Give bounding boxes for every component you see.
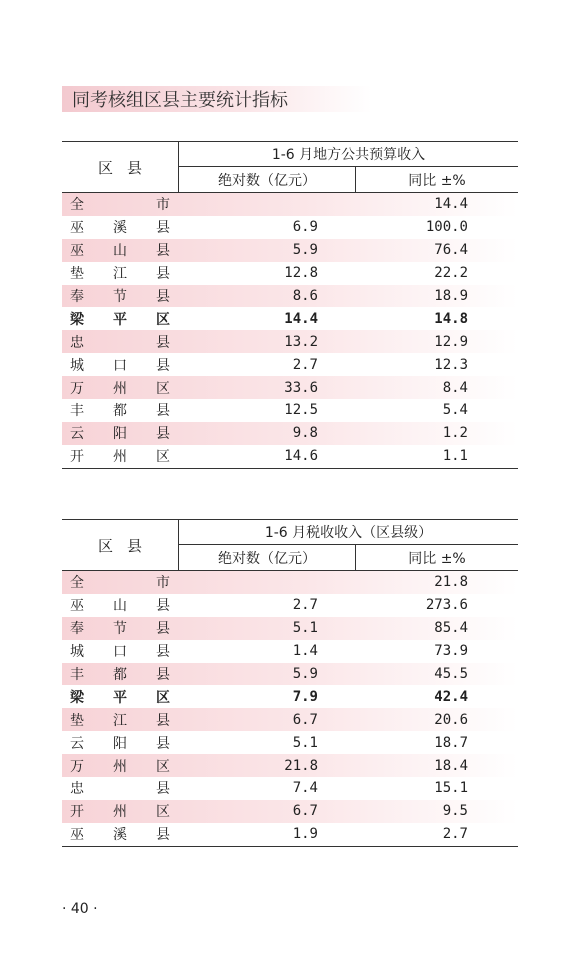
region-name [70, 710, 170, 730]
region-char: 县 [156, 781, 170, 798]
region-char: 城 [70, 357, 84, 374]
region-char: 节 [113, 289, 127, 305]
yoy-header: 同比 ±% [408, 172, 466, 189]
absolute-value: 5.1 [292, 620, 318, 637]
region-char: 县 [156, 598, 170, 615]
region-char: 县 [156, 426, 170, 443]
region-name [70, 309, 170, 329]
region-char: 区 [156, 804, 170, 821]
region-char: 县 [156, 266, 170, 283]
region-char: 开 [70, 449, 84, 466]
region-char: 丰 [70, 667, 84, 683]
absolute-value: 21.8 [284, 757, 318, 774]
absolute-value: 9.8 [292, 425, 318, 442]
table-header [62, 141, 518, 193]
region-char: 区 [156, 380, 170, 397]
region-char: 市 [156, 197, 170, 214]
region-char: 万 [70, 380, 84, 397]
region-name [70, 778, 170, 798]
table-row [62, 594, 518, 617]
table-row [62, 708, 518, 731]
yoy-value: 18.9 [434, 288, 468, 304]
absolute-value: 33.6 [284, 379, 318, 396]
page-title: 同考核组区县主要统计指标 [72, 90, 288, 111]
region-char: 州 [113, 449, 127, 466]
table-row [62, 376, 518, 399]
absolute-value: 5.1 [292, 734, 318, 751]
absolute-value: 12.5 [284, 402, 318, 419]
absolute-value: 1.9 [292, 826, 318, 843]
region-char: 云 [70, 735, 84, 752]
region-char: 口 [113, 644, 127, 661]
table-row [62, 216, 518, 239]
region-char: 县 [156, 621, 170, 638]
absolute-value: 1.4 [292, 643, 318, 660]
region-name [70, 801, 170, 821]
region-char: 忠 [70, 781, 84, 798]
yoy-value: 85.4 [434, 620, 468, 637]
yoy-value: 5.4 [442, 402, 468, 419]
yoy-value: 22.2 [434, 265, 468, 282]
region-char [113, 194, 127, 214]
table-row [62, 422, 518, 445]
page-title-bar [62, 86, 372, 112]
absolute-value: 14.4 [284, 310, 318, 327]
region-char: 山 [113, 598, 127, 615]
yoy-value: 76.4 [434, 242, 468, 259]
region-char: 州 [113, 804, 127, 821]
region-char: 县 [156, 220, 170, 237]
yoy-value: 45.5 [434, 666, 468, 682]
table-body [62, 193, 518, 469]
yoy-value: 42.4 [434, 688, 468, 705]
region-name [70, 240, 170, 260]
region-name [70, 687, 170, 707]
region-char: 全 [70, 575, 84, 592]
region-char: 江 [113, 712, 127, 729]
region-char: 区 [156, 758, 170, 775]
table-row [62, 353, 518, 376]
table-row [62, 239, 518, 262]
yoy-value: 1.2 [442, 425, 468, 442]
table-row [62, 571, 518, 594]
region-name [70, 664, 170, 684]
absolute-value: 5.9 [292, 666, 318, 682]
region-char: 县 [156, 357, 170, 374]
region-char: 县 [156, 243, 170, 260]
region-char: 梁 [70, 311, 84, 328]
region-char: 县 [156, 712, 170, 729]
region-name [70, 733, 170, 753]
region-name [70, 217, 170, 237]
region-char: 州 [113, 758, 127, 775]
region-name [70, 446, 170, 466]
region-name [70, 194, 170, 214]
table-row [62, 823, 518, 846]
yoy-value: 273.6 [425, 597, 468, 614]
region-char: 垫 [70, 266, 84, 283]
absolute-value: 2.7 [292, 597, 318, 614]
region-char: 巫 [70, 827, 84, 844]
region-name [70, 618, 170, 638]
table-body [62, 571, 518, 847]
region-header: 区县 [97, 536, 156, 555]
table-row [62, 731, 518, 754]
yoy-value: 2.7 [442, 826, 468, 843]
yoy-value: 18.4 [434, 757, 468, 774]
group-header: 1-6 月地方公共预算收入 [179, 142, 518, 167]
absolute-header: 绝对数（亿元） [218, 550, 316, 567]
region-char: 县 [156, 827, 170, 844]
region-char: 阳 [113, 426, 127, 443]
region-char: 溪 [113, 827, 127, 844]
region-char: 市 [156, 575, 170, 592]
yoy-value: 100.0 [425, 219, 468, 236]
region-char: 平 [113, 311, 127, 328]
region-char: 县 [156, 289, 170, 305]
region-char: 丰 [70, 403, 84, 420]
region-char: 全 [70, 197, 84, 214]
region-name [70, 378, 170, 398]
region-char: 阳 [113, 735, 127, 752]
yoy-value: 14.4 [434, 196, 468, 213]
yoy-value: 73.9 [434, 643, 468, 660]
region-char: 县 [156, 644, 170, 661]
yoy-header: 同比 ±% [408, 550, 466, 567]
region-char [113, 778, 127, 798]
yoy-value: 12.3 [434, 356, 468, 373]
region-char: 奉 [70, 621, 84, 638]
region-char: 梁 [70, 689, 84, 706]
table-row [62, 800, 518, 823]
region-header: 区县 [97, 158, 156, 177]
table-row [62, 445, 518, 468]
region-char [113, 572, 127, 592]
region-char: 县 [156, 735, 170, 752]
absolute-value: 7.9 [292, 688, 318, 705]
region-char: 节 [113, 621, 127, 638]
region-name [70, 756, 170, 776]
yoy-value: 14.8 [434, 310, 468, 327]
absolute-value: 2.7 [292, 356, 318, 373]
region-char: 巫 [70, 598, 84, 615]
region-name [70, 355, 170, 375]
region-name [70, 824, 170, 844]
absolute-value: 7.4 [292, 780, 318, 797]
yoy-value: 15.1 [434, 780, 468, 797]
region-name [70, 332, 170, 352]
table-row [62, 685, 518, 708]
group-header: 1-6 月税收收入（区县级） [179, 520, 518, 545]
region-char: 区 [156, 689, 170, 706]
yoy-value: 8.4 [442, 379, 468, 396]
absolute-value: 6.9 [292, 219, 318, 236]
absolute-value: 6.7 [292, 803, 318, 820]
absolute-value: 5.9 [292, 242, 318, 259]
region-name [70, 423, 170, 443]
region-char: 垫 [70, 712, 84, 729]
absolute-value: 12.8 [284, 265, 318, 282]
region-name [70, 286, 170, 306]
yoy-value: 1.1 [442, 448, 468, 465]
region-char: 江 [113, 266, 127, 283]
table-row [62, 330, 518, 353]
region-name [70, 263, 170, 283]
table-row [62, 754, 518, 777]
region-char: 县 [156, 403, 170, 420]
region-char: 忠 [70, 334, 84, 351]
region-char: 巫 [70, 220, 84, 237]
absolute-value: 6.7 [292, 711, 318, 728]
region-char: 奉 [70, 289, 84, 305]
absolute-header: 绝对数（亿元） [218, 172, 316, 189]
table-row [62, 640, 518, 663]
yoy-value: 20.6 [434, 711, 468, 728]
region-char: 区 [156, 449, 170, 466]
region-char: 都 [113, 403, 127, 420]
page-number: · 40 · [62, 901, 98, 917]
table-row [62, 193, 518, 216]
tax-revenue-table [62, 519, 518, 847]
region-char: 州 [113, 380, 127, 397]
region-name [70, 400, 170, 420]
region-char: 县 [156, 667, 170, 683]
region-char [113, 332, 127, 352]
absolute-value: 13.2 [284, 333, 318, 350]
yoy-value: 18.7 [434, 734, 468, 751]
region-char: 平 [113, 689, 127, 706]
region-char: 县 [156, 334, 170, 351]
table-row [62, 663, 518, 686]
table-row [62, 777, 518, 800]
region-char: 区 [156, 311, 170, 328]
region-char: 云 [70, 426, 84, 443]
table-row [62, 307, 518, 330]
budget-revenue-table [62, 141, 518, 469]
absolute-value: 8.6 [292, 288, 318, 304]
region-char: 城 [70, 644, 84, 661]
region-char: 溪 [113, 220, 127, 237]
region-char: 巫 [70, 243, 84, 260]
absolute-value: 14.6 [284, 448, 318, 465]
table-row [62, 285, 518, 308]
table-header [62, 519, 518, 571]
region-name [70, 595, 170, 615]
region-char: 口 [113, 357, 127, 374]
table-row [62, 617, 518, 640]
region-char: 万 [70, 758, 84, 775]
yoy-value: 12.9 [434, 333, 468, 350]
region-name [70, 572, 170, 592]
table-row [62, 262, 518, 285]
yoy-value: 9.5 [442, 803, 468, 820]
yoy-value: 21.8 [434, 574, 468, 591]
region-char: 开 [70, 804, 84, 821]
region-char: 都 [113, 667, 127, 683]
table-row [62, 399, 518, 422]
region-name [70, 641, 170, 661]
region-char: 山 [113, 243, 127, 260]
